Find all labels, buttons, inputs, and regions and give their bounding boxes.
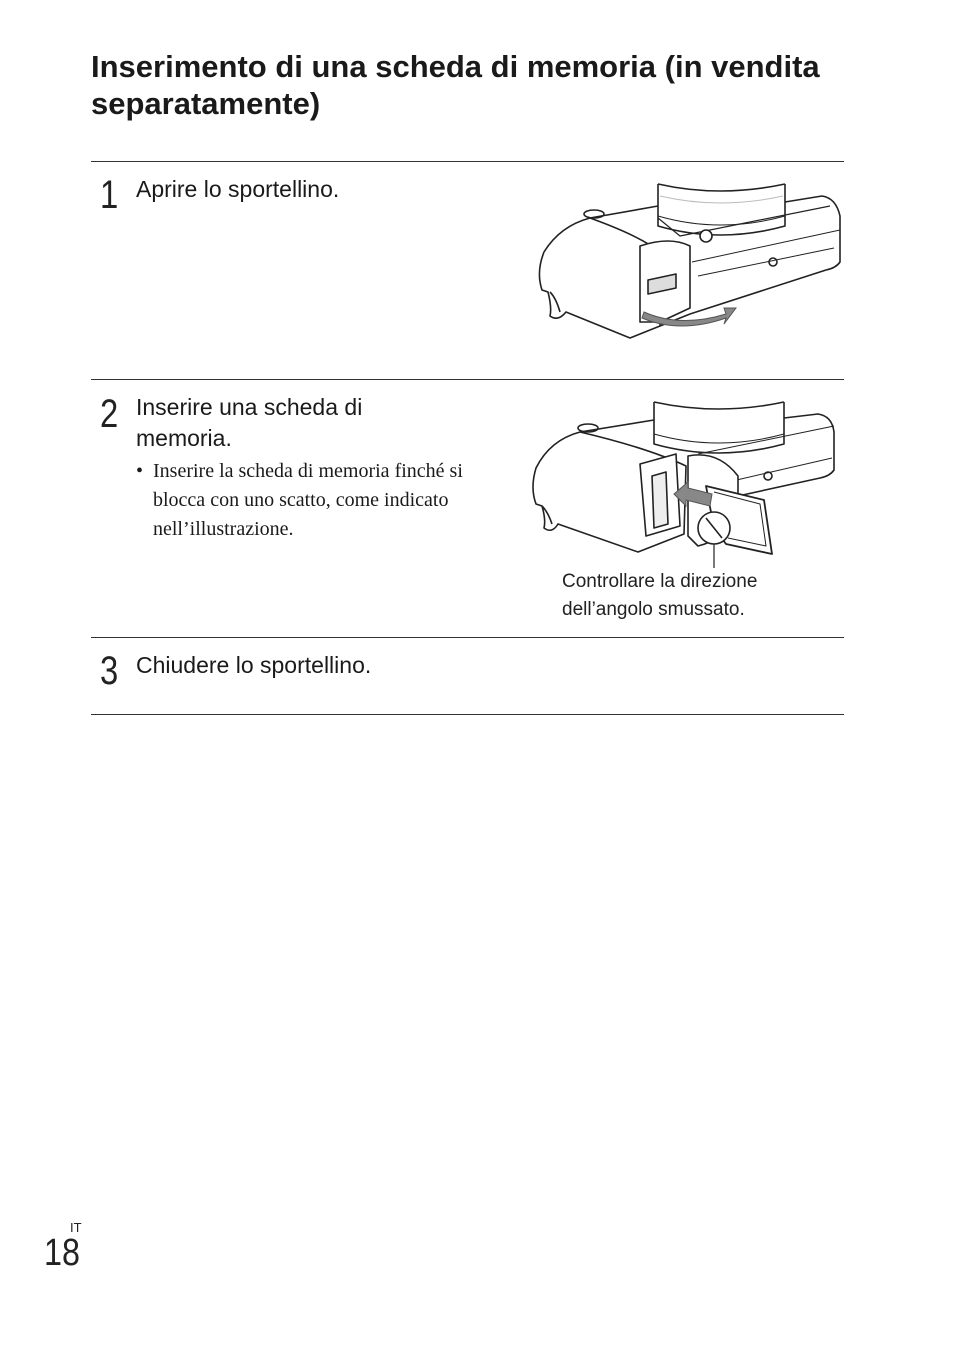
- camera-open-door-illustration: [530, 176, 846, 348]
- divider: [91, 161, 844, 162]
- step-number-1: 1: [100, 173, 119, 217]
- page-number: 18: [44, 1232, 80, 1274]
- camera-insert-card-illustration: [528, 396, 838, 568]
- step-2-bullets: [136, 457, 476, 544]
- divider: [91, 714, 844, 715]
- step-number-2: 2: [100, 392, 119, 436]
- step-text-3: Chiudere lo sportellino.: [136, 652, 372, 678]
- divider: [91, 379, 844, 380]
- divider: [91, 637, 844, 638]
- step-text-1: Aprire lo sportellino.: [136, 176, 340, 202]
- illustration-caption: Controllare la direzione dell’angolo smussato.: [562, 571, 758, 620]
- language-tag: IT: [70, 1220, 82, 1235]
- bullet-item: • Inserire la scheda di memoria finché si blocca con uno scatto, come indicato nell’illustrazione.: [136, 457, 476, 544]
- step-text-2: Inserire una scheda di memoria.: [136, 394, 363, 451]
- page-title: Inserimento di una scheda di memoria (in vendita separatamente): [91, 49, 820, 121]
- step-number-3: 3: [100, 649, 119, 693]
